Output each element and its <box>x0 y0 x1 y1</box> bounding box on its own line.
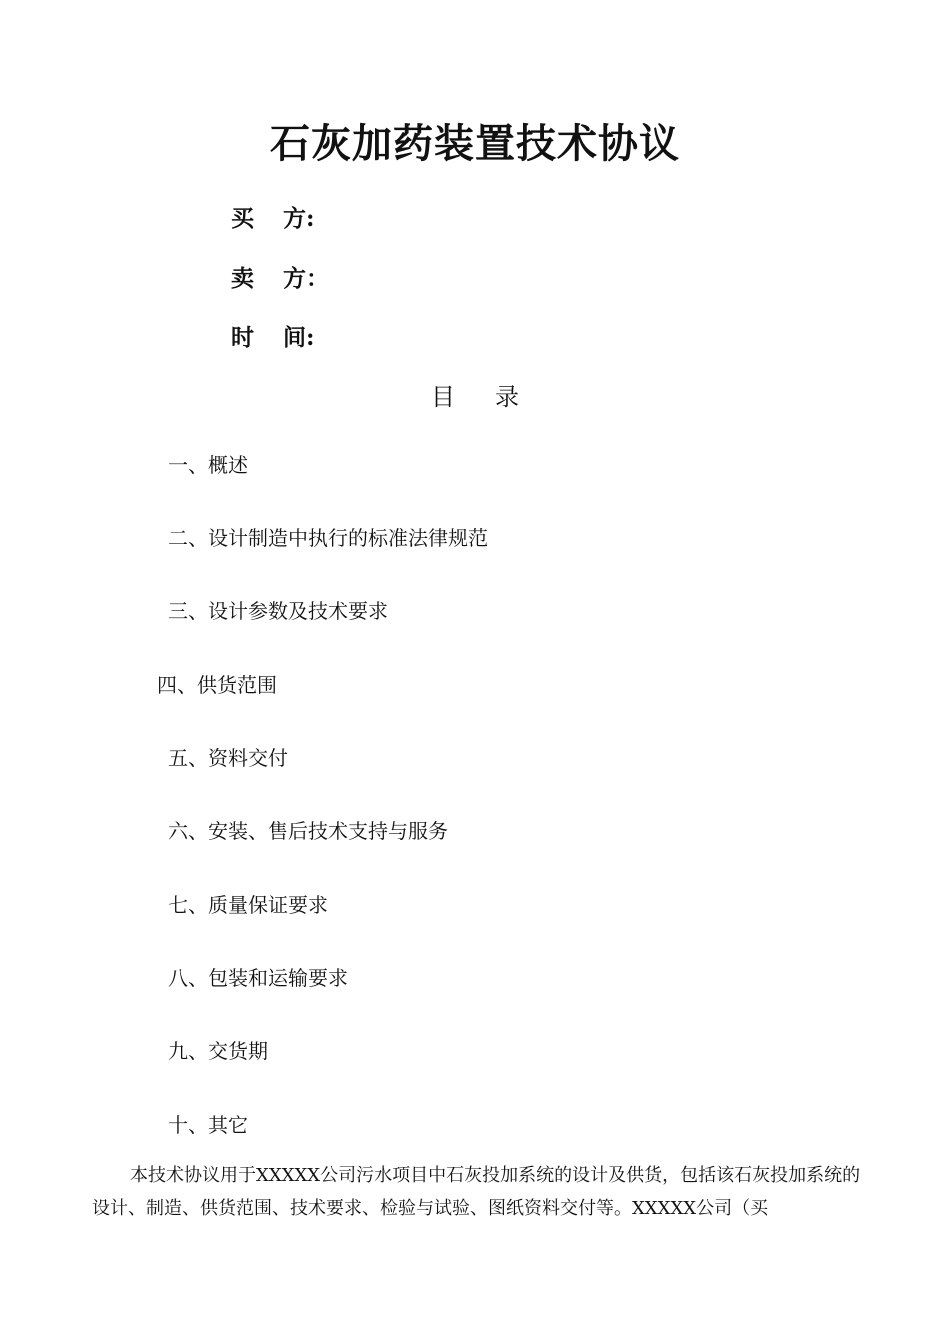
toc-title: 目录 <box>431 383 559 411</box>
toc-item: 八、包装和运输要求 <box>168 966 348 990</box>
seller-line <box>231 263 329 295</box>
date-label-suffix: 间: <box>283 324 315 351</box>
intro-paragraph: 本技术协议用于XXXXX公司污水项目中石灰投加系统的设计及供货，包括该石灰投加系统的设计、制造、供货范围、技术要求、检验与试验、图纸资料交付等。XXXXX公司（买 <box>92 1165 861 1219</box>
toc-item: 一、概述 <box>168 453 248 477</box>
seller-label-suffix: 方： <box>283 265 329 292</box>
buyer-label-char: 买 <box>231 205 254 232</box>
toc-item: 三、设计参数及技术要求 <box>168 599 388 623</box>
seller-label-char: 卖 <box>231 265 254 292</box>
toc-item: 十、其它 <box>168 1113 248 1137</box>
buyer-line <box>231 203 315 235</box>
toc-item: 二、设计制造中执行的标准法律规范 <box>168 526 488 550</box>
toc-item: 六、安装、售后技术支持与服务 <box>168 819 448 843</box>
toc-item: 七、质量保证要求 <box>168 893 328 917</box>
toc-item: 九、交货期 <box>168 1039 268 1063</box>
buyer-label-suffix: 方: <box>283 205 315 232</box>
date-label-char: 时 <box>231 324 254 351</box>
toc-item: 四、供货范围 <box>157 673 277 697</box>
toc-item: 五、资料交付 <box>168 746 288 770</box>
date-line <box>231 322 315 354</box>
document-title: 石灰加药装置技术协议 <box>270 120 680 167</box>
